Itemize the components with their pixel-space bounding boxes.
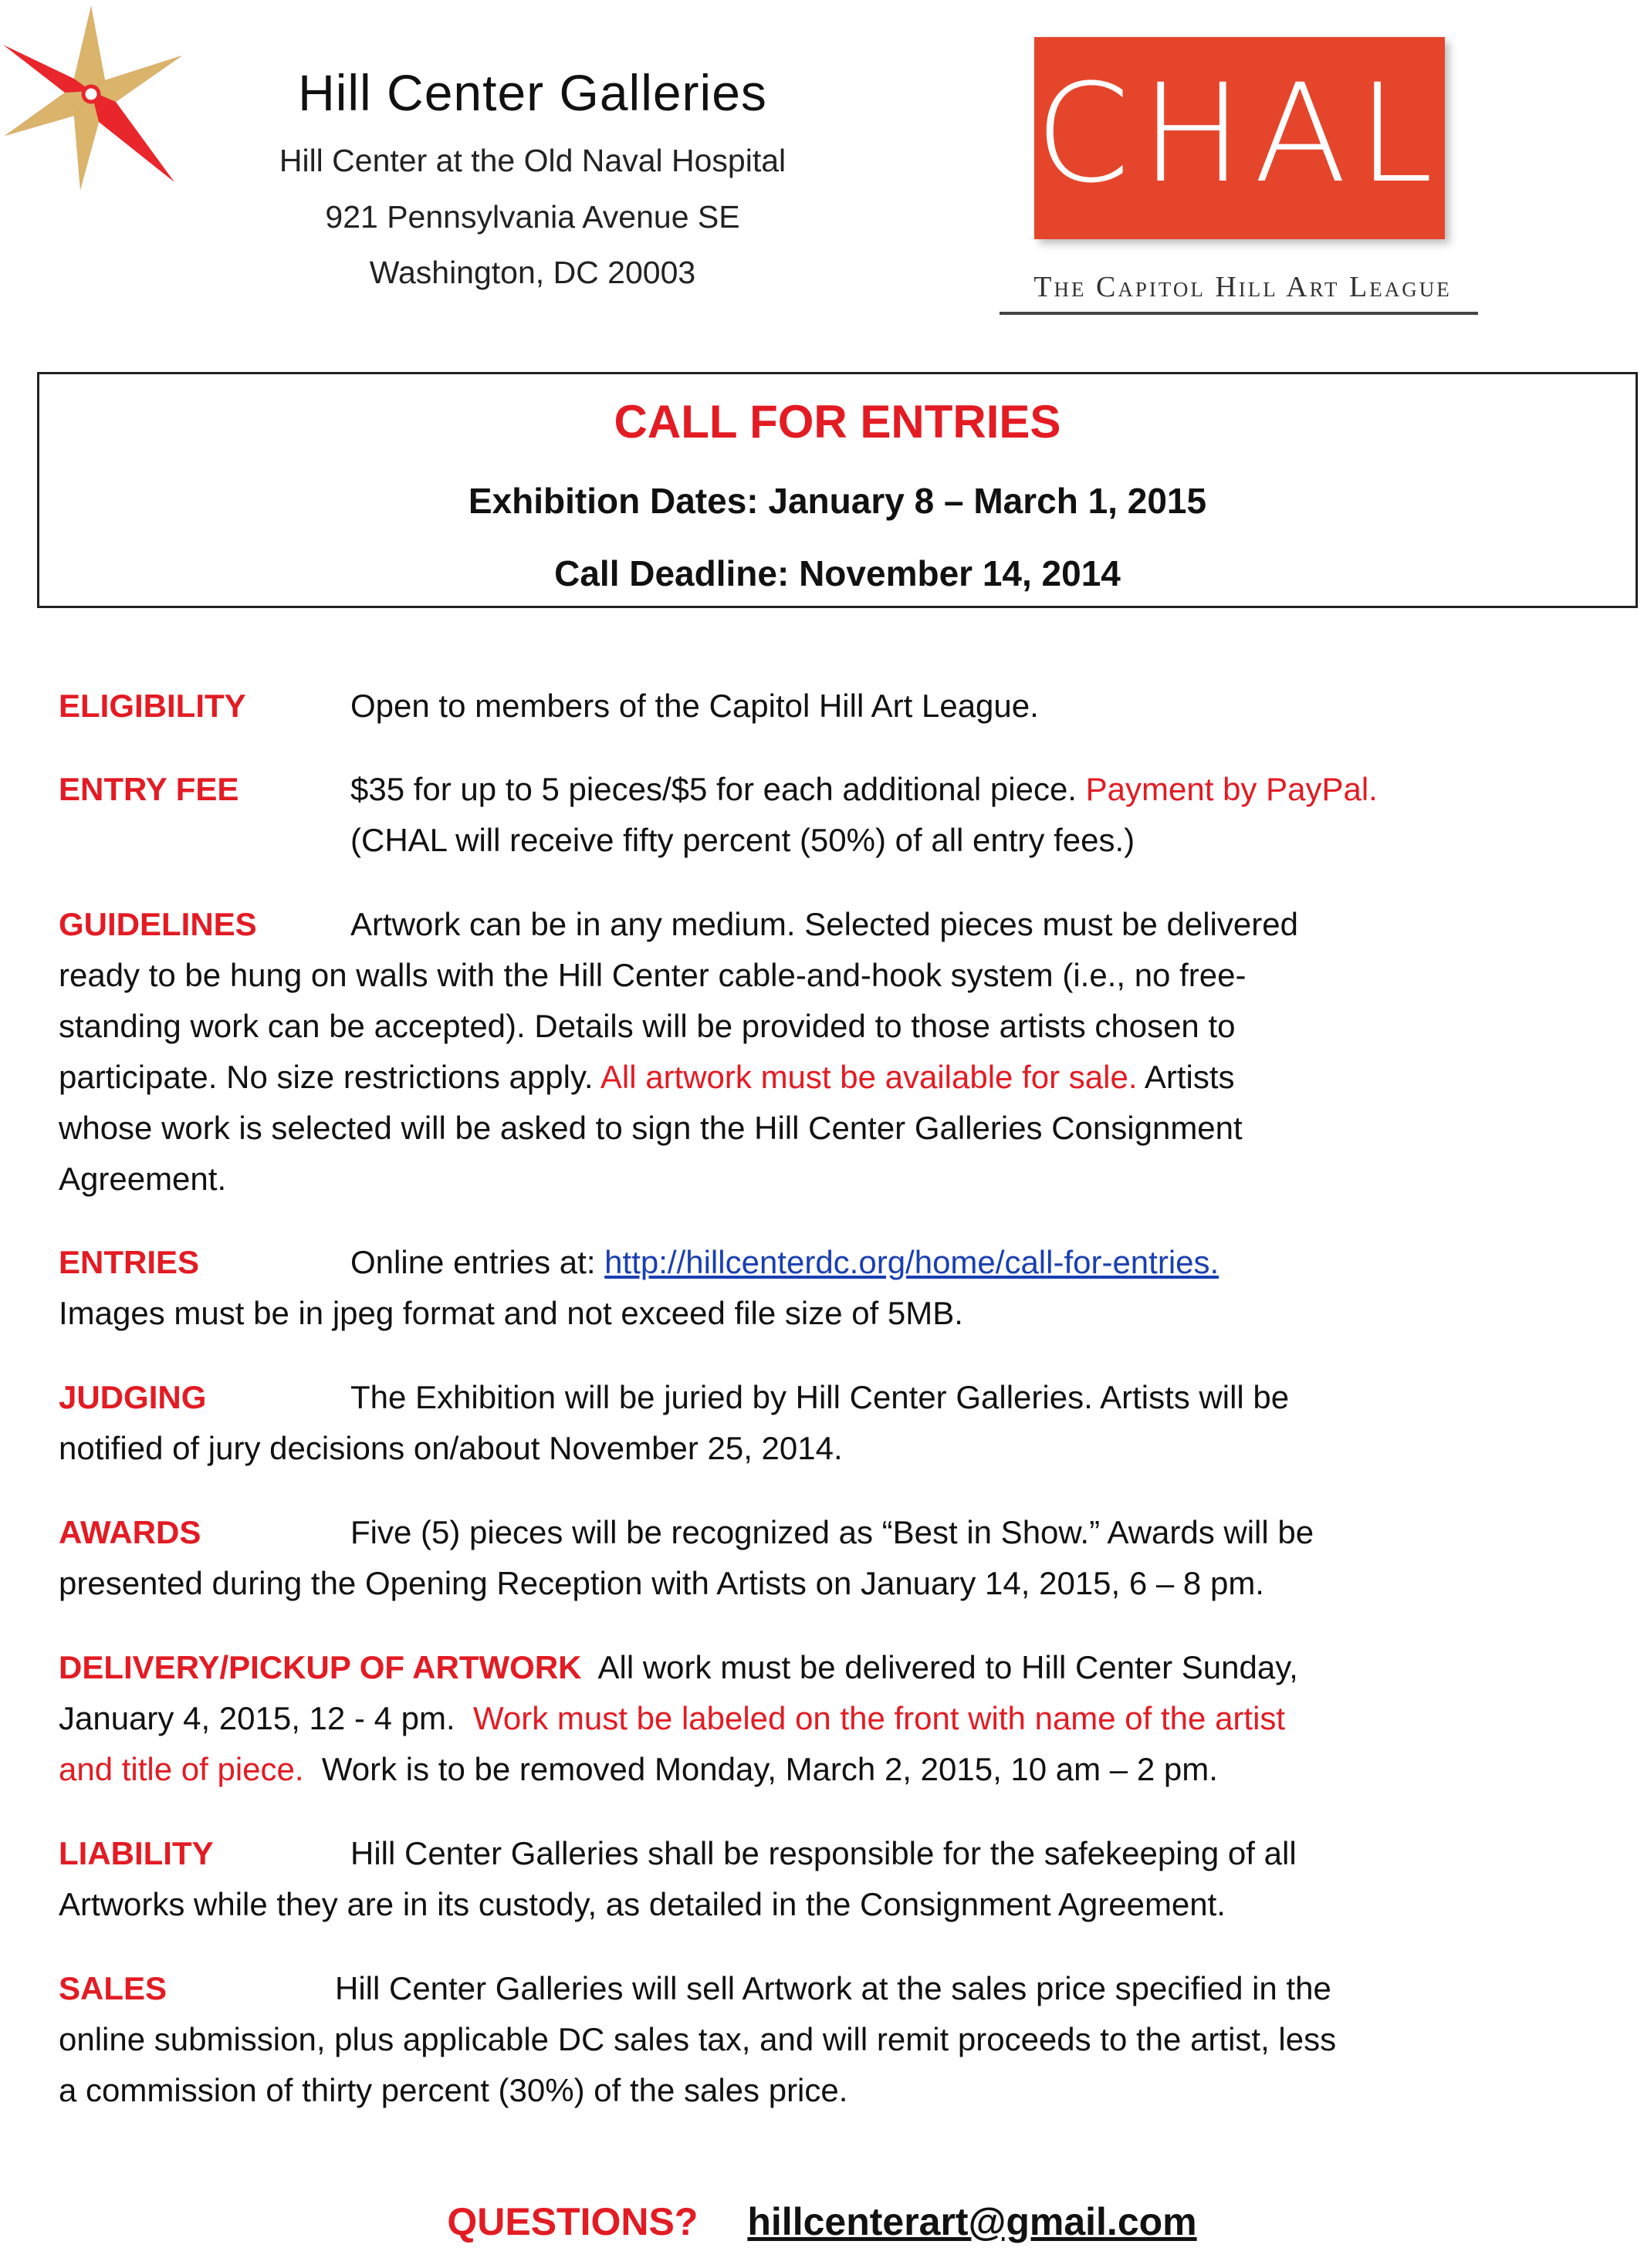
footer	[0, 2199, 1644, 2244]
entry-fee-note: (CHAL will receive fifty percent (50%) of all entry fees.)	[350, 822, 1135, 858]
label-awards: AWARDS	[59, 1514, 201, 1550]
label-entries: ENTRIES	[59, 1244, 200, 1280]
guidelines-line-1: Artwork can be in any medium. Selected pieces must be delivered	[350, 906, 1298, 942]
star-logo-icon	[0, 0, 185, 193]
delivery-line-1: All work must be delivered to Hill Center Sunday,	[581, 1649, 1298, 1685]
label-judging: JUDGING	[59, 1379, 207, 1415]
delivery-line-2: January 4, 2015, 12 - 4 pm.	[59, 1700, 473, 1736]
call-title: CALL FOR ENTRIES	[614, 396, 1061, 448]
exhibition-dates: Exhibition Dates: January 8 – March 1, 2015	[468, 481, 1207, 521]
label-entry-fee: ENTRY FEE	[59, 771, 239, 807]
guidelines-line-4: participate. No size restrictions apply.	[59, 1059, 600, 1095]
section-entries	[59, 1237, 1602, 1339]
section-entry-fee	[59, 764, 1602, 866]
label-eligibility: ELIGIBILITY	[59, 688, 246, 724]
entry-fee-text: $35 for up to 5 pieces/$5 for each additional piece.	[350, 771, 1086, 807]
delivery-label-note-2: and title of piece.	[59, 1751, 304, 1787]
address-line-2: 921 Pennsylvania Avenue SE	[325, 199, 740, 235]
guidelines-sale-note: All artwork must be available for sale.	[600, 1059, 1138, 1095]
contact-email-link[interactable]: hillcenterart@gmail.com	[747, 2200, 1197, 2243]
chal-logo-text: CHAL	[1035, 55, 1444, 213]
guidelines-line-4b: Artists	[1137, 1059, 1235, 1095]
sales-line-2: online submission, plus applicable DC sales tax, and will remit proceeds to the artist, less	[59, 2021, 1337, 2057]
section-liability	[59, 1828, 1602, 1930]
judging-line-2: notified of jury decisions on/about November 25, 2014.	[59, 1430, 843, 1466]
section-guidelines	[59, 899, 1602, 1205]
label-sales: SALES	[59, 1970, 167, 2006]
liability-line-2: Artworks while they are in its custody, as detailed in the Consignment Agreement.	[59, 1886, 1226, 1922]
sales-line-1: Hill Center Galleries will sell Artwork at the sales price specified in the	[335, 1970, 1331, 2006]
section-delivery	[59, 1642, 1602, 1795]
section-sales	[59, 1963, 1602, 2116]
guidelines-line-3: standing work can be accepted). Details will be provided to those artists chosen to	[59, 1008, 1236, 1044]
eligibility-text: Open to members of the Capitol Hill Art League.	[350, 688, 1039, 724]
address-line-3: Washington, DC 20003	[369, 255, 696, 290]
entry-fee-payment: Payment by PayPal.	[1085, 771, 1378, 807]
judging-line-1: The Exhibition will be juried by Hill Center Galleries. Artists will be	[350, 1379, 1290, 1415]
section-eligibility	[59, 681, 1602, 732]
awards-line-1: Five (5) pieces will be recognized as “Best in Show.” Awards will be	[350, 1514, 1314, 1550]
guidelines-line-5: whose work is selected will be asked to sign the Hill Center Galleries Consignment	[59, 1110, 1243, 1146]
delivery-label-note: Work must be labeled on the front with name of the artist	[472, 1700, 1286, 1736]
entries-requirements: Images must be in jpeg format and not exceed file size of 5MB.	[59, 1295, 963, 1331]
section-judging	[59, 1372, 1602, 1474]
guidelines-line-6: Agreement.	[59, 1161, 227, 1197]
call-deadline: Call Deadline: November 14, 2014	[554, 553, 1121, 593]
chal-subtitle: The Capitol Hill Art League	[1033, 271, 1452, 303]
sales-line-3: a commission of thirty percent (30%) of the sales price.	[59, 2072, 848, 2108]
divider	[1000, 312, 1478, 315]
entries-link[interactable]: http://hillcenterdc.org/home/call-for-entries.	[604, 1244, 1219, 1280]
gallery-title: Hill Center Galleries	[298, 64, 767, 121]
questions-label: QUESTIONS?	[447, 2200, 699, 2243]
chal-logo	[1034, 37, 1445, 239]
entries-text: Online entries at:	[350, 1244, 605, 1280]
awards-line-2: presented during the Opening Reception with Artists on January 14, 2015, 6 – 8 pm.	[59, 1565, 1264, 1601]
delivery-removal: Work is to be removed Monday, March 2, 2015, 10 am – 2 pm.	[303, 1751, 1218, 1787]
liability-line-1: Hill Center Galleries shall be responsible for the safekeeping of all	[350, 1835, 1297, 1871]
label-delivery: DELIVERY/PICKUP OF ARTWORK	[59, 1649, 582, 1685]
label-guidelines: GUIDELINES	[59, 906, 257, 942]
guidelines-line-2: ready to be hung on walls with the Hill Center cable-and-hook system (i.e., no free-	[59, 957, 1247, 993]
address-line-1: Hill Center at the Old Naval Hospital	[279, 143, 786, 178]
label-liability: LIABILITY	[59, 1835, 214, 1871]
section-awards	[59, 1507, 1602, 1609]
